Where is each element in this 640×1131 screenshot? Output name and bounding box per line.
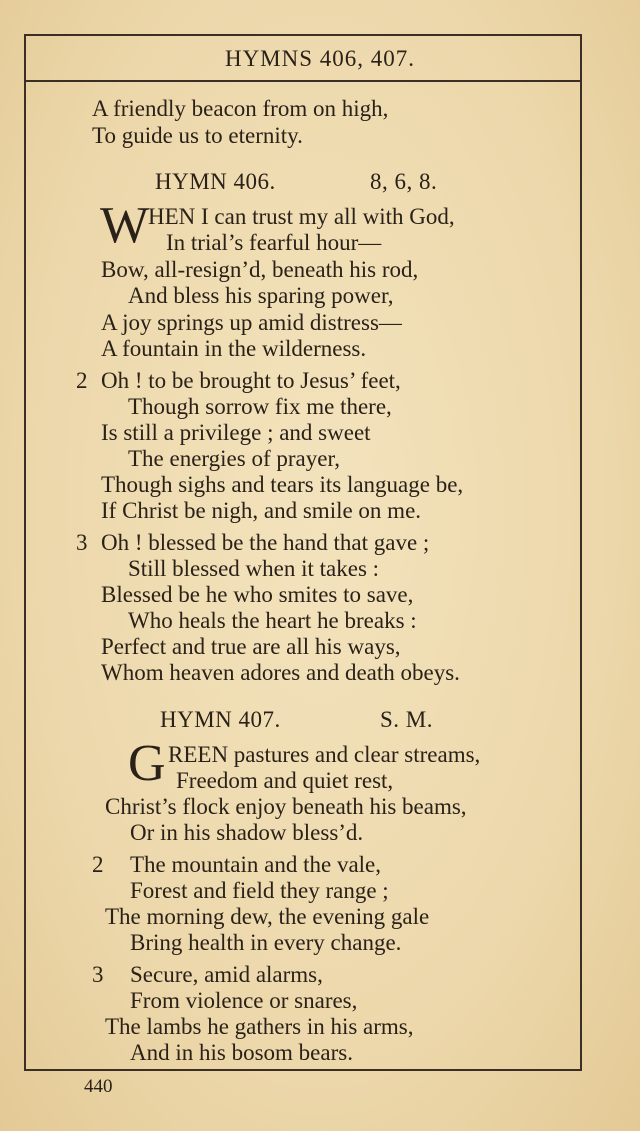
verse-number: 2 [76,368,88,393]
verse-line: The morning dew, the evening gale [105,904,430,929]
verse-line: Is still a privilege ; and sweet [101,420,371,445]
verse-line: The lambs he gathers in his arms, [105,1014,414,1039]
header-underline-rule [24,80,582,82]
verse-line: REEN pastures and clear streams, [168,742,481,767]
verse-line: The mountain and the vale, [130,852,382,877]
verse-line: Freedom and quiet rest, [176,768,394,793]
verse-line: Who heals the heart he breaks : [128,608,417,633]
hymn-406-meter: 8, 6, 8. [370,169,438,194]
verse-line: And in his bosom bears. [130,1040,353,1065]
hymn-407-title: HYMN 407. [160,707,281,732]
hymn-407-meter: S. M. [380,707,433,732]
verse-line: Christ’s flock enjoy beneath his beams, [105,794,467,819]
running-header: HYMNS 406, 407. [224,46,416,71]
verse-line: Or in his shadow bless’d. [130,820,364,845]
frame-right-rule [580,34,582,1071]
frame-top-rule [24,34,582,36]
verse-line: The energies of prayer, [128,446,340,471]
verse-line: Secure, amid alarms, [130,962,323,987]
verse-line: Whom heaven adores and death obeys. [101,660,460,685]
verse-line: Still blessed when it takes : [128,556,380,581]
hymn-406-title: HYMN 406. [155,169,276,194]
page-number: 440 [84,1076,113,1097]
verse-line: If Christ be nigh, and smile on me. [101,498,422,523]
verse-number: 3 [92,962,104,987]
frame-bottom-rule [24,1069,582,1071]
verse-line: Oh ! blessed be the hand that gave ; [101,530,430,555]
verse-line: Oh ! to be brought to Jesus’ feet, [101,368,401,393]
verse-line: And bless his sparing power, [128,283,394,308]
hymn-406-dropcap: W [100,197,150,254]
continuation-line: A friendly beacon from on high, [92,96,389,121]
verse-line: A fountain in the wilderness. [101,336,367,361]
verse-number: 3 [76,530,88,555]
verse-line: In trial’s fearful hour— [166,230,382,255]
verse-line: A joy springs up amid distress— [101,310,402,335]
verse-line: From violence or snares, [130,988,358,1013]
frame-left-rule [24,34,26,1071]
verse-line: Perfect and true are all his ways, [101,634,401,659]
verse-line: Though sorrow fix me there, [128,394,392,419]
hymn-407-dropcap: G [128,735,166,792]
continuation-line: To guide us to eternity. [92,123,303,148]
verse-line: HEN I can trust my all with God, [148,204,455,229]
verse-line: Bow, all-resign’d, beneath his rod, [101,257,419,282]
verse-line: Bring health in every change. [130,930,402,955]
verse-line: Forest and field they range ; [130,878,389,903]
verse-line: Blessed be he who smites to save, [101,582,414,607]
verse-line: Though sighs and tears its language be, [101,472,464,497]
verse-number: 2 [92,852,104,877]
